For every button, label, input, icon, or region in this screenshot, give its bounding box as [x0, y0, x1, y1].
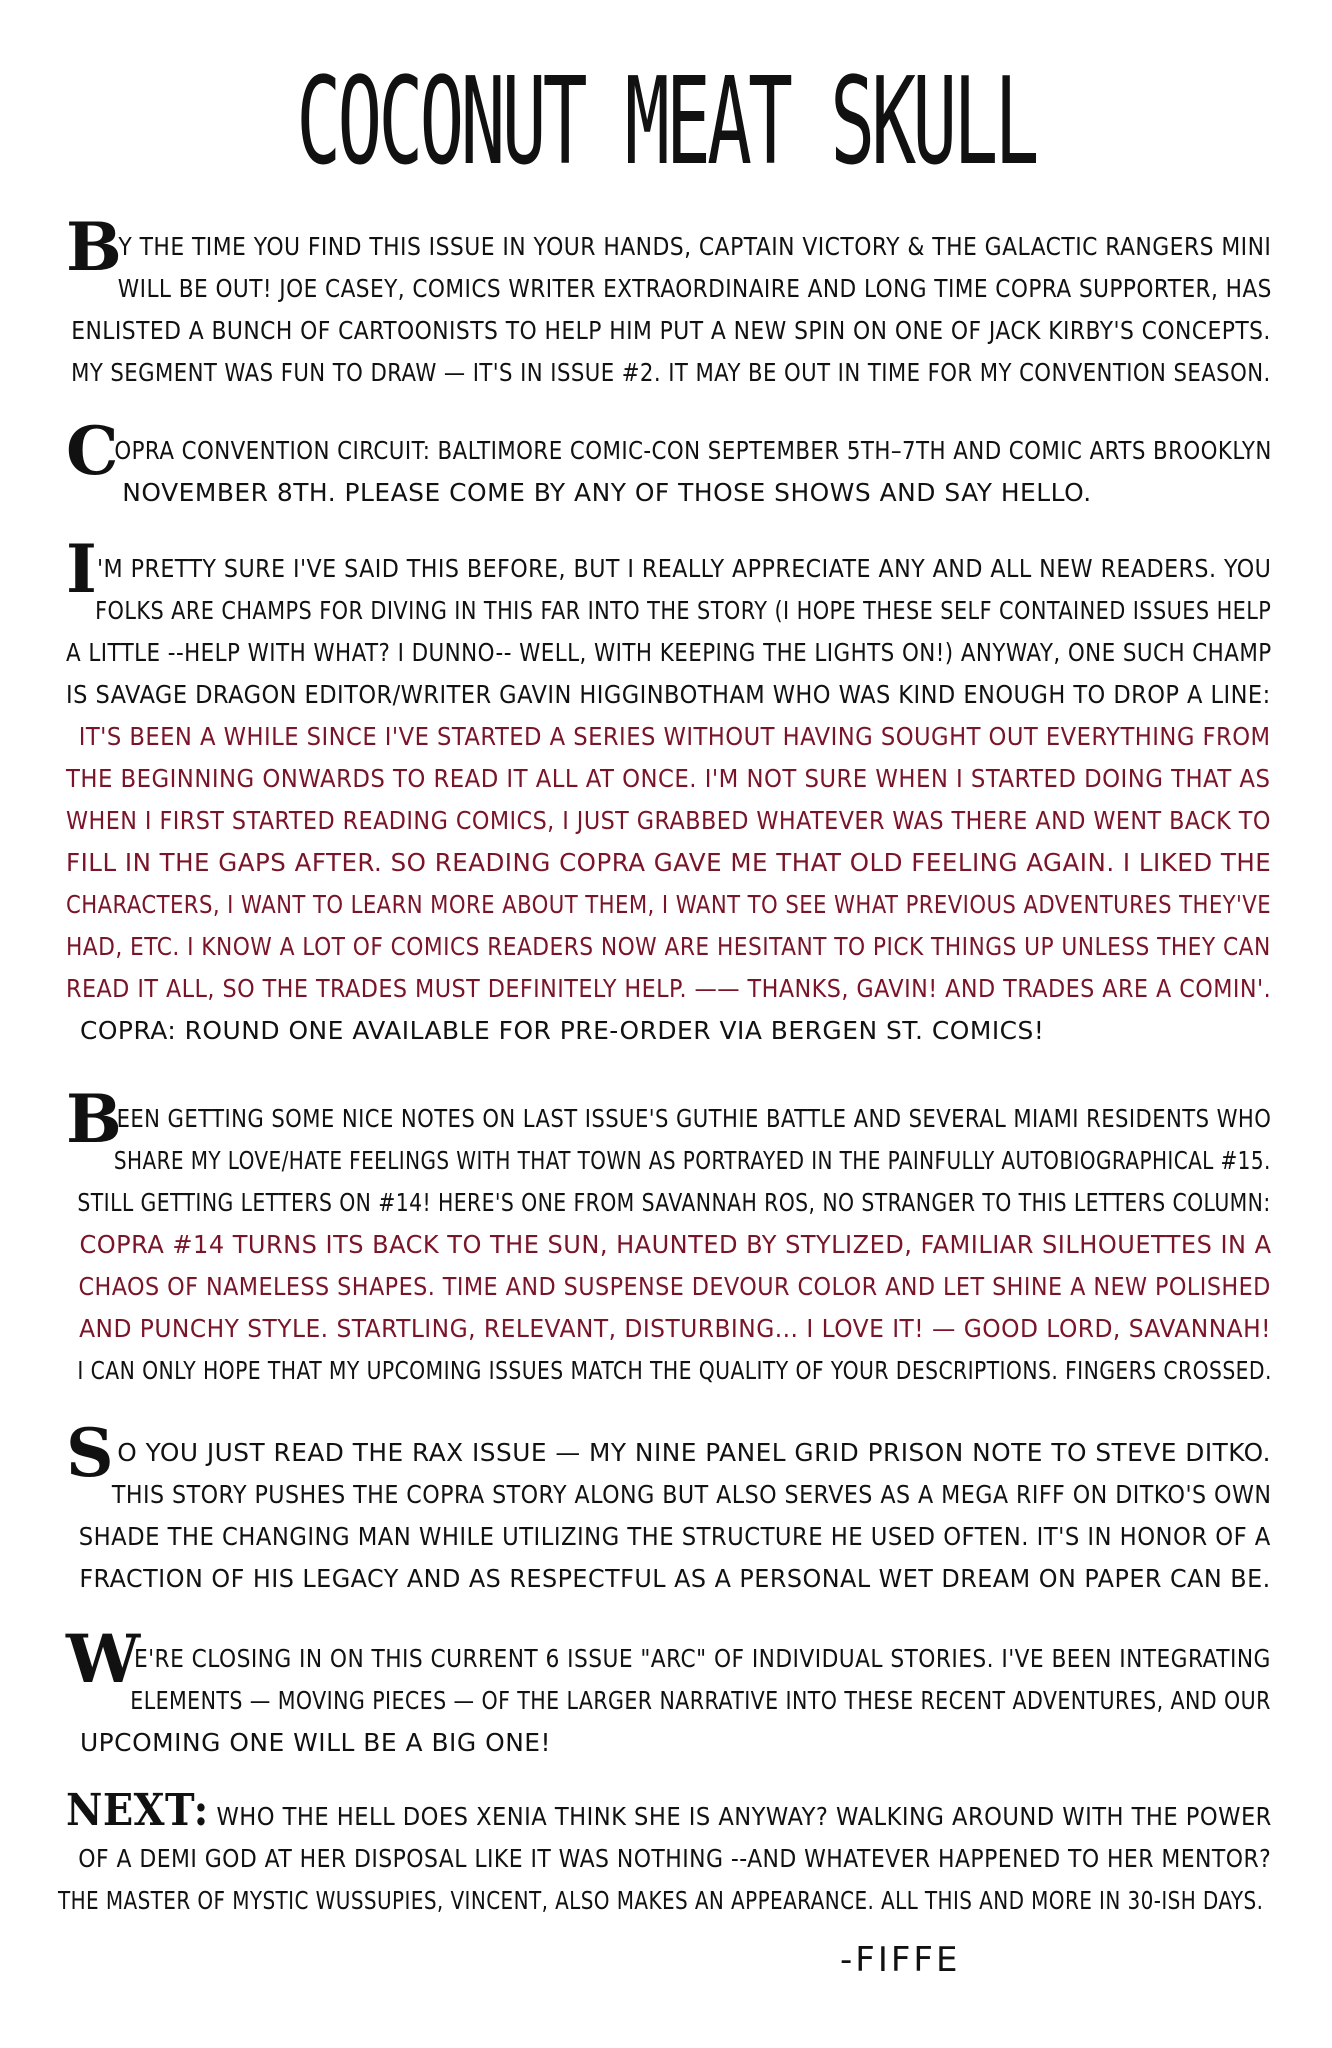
page-title: COCONUT MEAT SKULL — [296, 53, 1036, 192]
drop-cap: C — [66, 412, 119, 490]
text-line: WILL BE OUT! JOE CASEY, COMICS WRITER EXTRAORDINAIRE AND LONG TIME COPRA SUPPORTER, HAS — [117, 274, 1272, 303]
letter-quote-line: WHEN I FIRST STARTED READING COMICS, I JUST GRABBED WHATEVER WAS THERE AND WENT BACK TO — [66, 806, 1271, 835]
paragraph-new-readers — [66, 530, 1276, 1052]
text-line: UPCOMING ONE WILL BE A BIG ONE! — [79, 1728, 552, 1757]
text-line: A LITTLE --HELP WITH WHAT? I DUNNO-- WELL, WITH KEEPING THE LIGHTS ON!) ANYWAY, ONE SUCH CHAMP — [66, 638, 1272, 667]
letter-quote-line: READ IT ALL, SO THE TRADES MUST DEFINITELY HELP. —— THANKS, GAVIN! AND TRADES ARE A COMIN'. — [66, 974, 1272, 1003]
text-line: I CAN ONLY HOPE THAT MY UPCOMING ISSUES MATCH THE QUALITY OF YOUR DESCRIPTIONS. FINGERS CROSSED. — [77, 1356, 1272, 1385]
paragraph-closing-arc — [66, 1620, 1276, 1764]
paragraph-rax-issue — [66, 1414, 1276, 1600]
text-line: E'RE CLOSING IN ON THIS CURRENT 6 ISSUE "ARC" OF INDIVIDUAL STORIES. I'VE BEEN INTEGRATING — [133, 1644, 1271, 1673]
author-signature: -FIFFE — [840, 1940, 961, 1980]
text-line: OF A DEMI GOD AT HER DISPOSAL LIKE IT WAS NOTHING --AND WHATEVER HAPPENED TO HER MENTOR? — [78, 1844, 1272, 1873]
drop-cap: I — [66, 530, 97, 608]
text-line: OPRA CONVENTION CIRCUIT: BALTIMORE COMIC-CON SEPTEMBER 5TH–7TH AND COMIC ARTS BROOKLYN — [114, 436, 1272, 465]
text-line: FRACTION OF HIS LEGACY AND AS RESPECTFUL AS A PERSONAL WET DREAM ON PAPER CAN BE. — [79, 1564, 1271, 1593]
letter-quote-line: CHAOS OF NAMELESS SHAPES. TIME AND SUSPENSE DEVOUR COLOR AND LET SHINE A NEW POLISHED — [78, 1272, 1271, 1301]
drop-cap: W — [66, 1620, 141, 1698]
text-line: IS SAVAGE DRAGON EDITOR/WRITER GAVIN HIGGINBOTHAM WHO WAS KIND ENOUGH TO DROP A LINE: — [66, 680, 1271, 709]
text-line: THIS STORY PUSHES THE COPRA STORY ALONG BUT ALSO SERVES AS A MEGA RIFF ON DITKO'S OWN — [111, 1480, 1272, 1509]
letter-quote-line: FILL IN THE GAPS AFTER. SO READING COPRA GAVE ME THAT OLD FEELING AGAIN. I LIKED THE — [66, 848, 1272, 877]
letter-quote-line: HAD, ETC. I KNOW A LOT OF COMICS READERS NOW ARE HESITANT TO PICK THINGS UP UNLESS THEY CAN — [66, 932, 1271, 961]
drop-cap: B — [66, 208, 122, 286]
drop-cap: B — [66, 1080, 122, 1158]
text-line: NOVEMBER 8TH. PLEASE COME BY ANY OF THOSE SHOWS AND SAY HELLO. — [122, 478, 1092, 507]
text-line: MY SEGMENT WAS FUN TO DRAW — IT'S IN ISSUE #2. IT MAY BE OUT IN TIME FOR MY CONVENTION SEASON. — [71, 358, 1271, 387]
paragraph-convention-circuit — [66, 412, 1276, 514]
letter-quote-line: THE BEGINNING ONWARDS TO READ IT ALL AT ONCE. I'M NOT SURE WHEN I STARTED DOING THAT AS — [66, 764, 1271, 793]
text-line: EEN GETTING SOME NICE NOTES ON LAST ISSUE'S GUTHIE BATTLE AND SEVERAL MIAMI RESIDENTS WHO — [116, 1104, 1272, 1133]
text-line: SHADE THE CHANGING MAN WHILE UTILIZING THE STRUCTURE HE USED OFTEN. IT'S IN HONOR OF A — [78, 1522, 1271, 1551]
letter-quote-line: IT'S BEEN A WHILE SINCE I'VE STARTED A SERIES WITHOUT HAVING SOUGHT OUT EVERYTHING FROM — [78, 722, 1271, 751]
paragraph-guthie-battle — [66, 1080, 1276, 1392]
text-line: SHARE MY LOVE/HATE FEELINGS WITH THAT TOWN AS PORTRAYED IN THE PAINFULLY AUTOBIOGRAPHICAL #15. — [113, 1146, 1271, 1175]
text-line: Y THE TIME YOU FIND THIS ISSUE IN YOUR HANDS, CAPTAIN VICTORY & THE GALACTIC RANGERS MINI — [118, 232, 1272, 261]
letter-quote-line: CHARACTERS, I WANT TO LEARN MORE ABOUT THEM, I WANT TO SEE WHAT PREVIOUS ADVENTURES THEY'VE — [66, 890, 1272, 919]
letter-quote-line: AND PUNCHY STYLE. STARTLING, RELEVANT, DISTURBING... I LOVE IT! — GOOD LORD, SAVANNAH! — [79, 1314, 1271, 1343]
next-label: NEXT: — [66, 1785, 209, 1836]
text-line: FOLKS ARE CHAMPS FOR DIVING IN THIS FAR INTO THE STORY (I HOPE THESE SELF CONTAINED ISSUES HELP — [95, 596, 1272, 625]
drop-cap: S — [66, 1414, 114, 1492]
text-line: ELEMENTS — MOVING PIECES — OF THE LARGER NARRATIVE INTO THESE RECENT ADVENTURES, AND OUR — [130, 1686, 1271, 1715]
text-line: ENLISTED A BUNCH OF CARTOONISTS TO HELP HIM PUT A NEW SPIN ON ONE OF JACK KIRBY'S CONCEPTS. — [71, 316, 1271, 345]
next-issue-teaser — [58, 1785, 1276, 1922]
paragraph-captain-victory — [66, 208, 1276, 394]
text-line: WHO THE HELL DOES XENIA THINK SHE IS ANYWAY? WALKING AROUND WITH THE POWER — [216, 1802, 1272, 1831]
text-line: O YOU JUST READ THE RAX ISSUE — MY NINE PANEL GRID PRISON NOTE TO STEVE DITKO. — [117, 1438, 1272, 1467]
text-line: THE MASTER OF MYSTIC WUSSUPIES, VINCENT, ALSO MAKES AN APPEARANCE. ALL THIS AND MORE IN 30-ISH DAYS. — [58, 1886, 1264, 1915]
text-line: COPRA: ROUND ONE AVAILABLE FOR PRE-ORDER VIA BERGEN ST. COMICS! — [79, 1016, 1045, 1045]
letter-quote-line: COPRA #14 TURNS ITS BACK TO THE SUN, HAUNTED BY STYLIZED, FAMILIAR SILHOUETTES IN A — [79, 1230, 1272, 1259]
text-line: STILL GETTING LETTERS ON #14! HERE'S ONE FROM SAVANNAH ROS, NO STRANGER TO THIS LETTERS COLUMN: — [77, 1188, 1271, 1217]
text-line: 'M PRETTY SURE I'VE SAID THIS BEFORE, BUT I REALLY APPRECIATE ANY AND ALL NEW READERS. YOU — [96, 554, 1272, 583]
